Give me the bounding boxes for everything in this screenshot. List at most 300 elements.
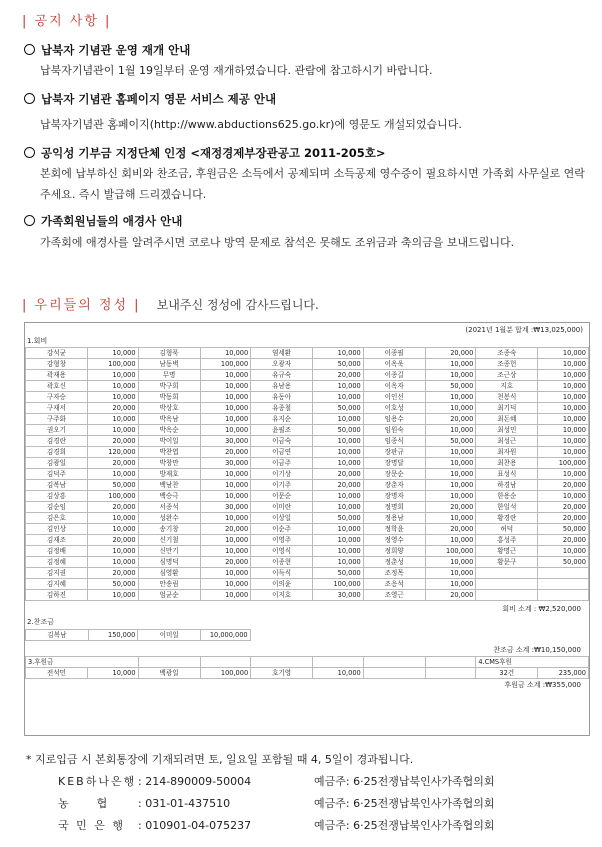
donor-amount: 10,000 xyxy=(425,535,476,546)
donor-name: 허덕 xyxy=(476,524,538,535)
table-row xyxy=(26,414,589,425)
donor-amount: 20,000 xyxy=(425,502,476,513)
donor-name: 신기철 xyxy=(138,535,200,546)
donor-amount: 10,000 xyxy=(313,546,364,557)
notice-title: 공지 사항 xyxy=(34,14,99,29)
donor-amount: 10,000 xyxy=(200,535,251,546)
donor-name: 이미란 xyxy=(251,502,313,513)
donor-name: 이호성 xyxy=(363,403,425,414)
donor-amount: 10,000 xyxy=(87,590,138,601)
donor-name: 박찬엽 xyxy=(138,447,200,458)
donor-name: 이의윤 xyxy=(251,579,313,590)
donor-amount: 10,000 xyxy=(313,524,364,535)
donor-amount: 10,000 xyxy=(538,436,589,447)
donor-amount: 10,000 xyxy=(87,348,138,359)
donor-name: 유규숙 xyxy=(251,370,313,381)
bank-name: 국 민 은 행 xyxy=(58,819,125,832)
donor-name: 강석균 xyxy=(26,348,88,359)
donor-name: 김하진 xyxy=(26,590,88,601)
donor-amount: 10,000 xyxy=(538,403,589,414)
notice-body-3: 본회에 납부하신 회비와 찬조금, 후원금은 소득에서 공제되며 소득공제 영수증이 필요하시면 가족회 사무실로 연락주세요. 즉시 발급해 드리겠습니다. xyxy=(40,167,585,201)
circle-bullet-icon xyxy=(24,44,35,55)
donor-name: 이지호 xyxy=(251,590,313,601)
notice-heading-1: 납북자 기념관 운영 재개 안내 xyxy=(24,42,190,58)
donor-amount: 10,000 xyxy=(313,348,364,359)
donor-amount: 10,000 xyxy=(425,491,476,502)
table-row xyxy=(26,392,589,403)
donor-amount: 10,000 xyxy=(538,546,589,557)
donor-amount: 10,000 xyxy=(425,513,476,524)
donor-name: 황경란 xyxy=(476,513,538,524)
donor-amount: 10,000 xyxy=(313,414,364,425)
donor-amount: 20,000 xyxy=(538,513,589,524)
donor-amount: 30,000 xyxy=(313,590,364,601)
membership-label: 1.회비 xyxy=(27,337,48,345)
donor-amount: 20,000 xyxy=(87,535,138,546)
donor-name: 최찬용 xyxy=(476,458,538,469)
donor-name: 이영주 xyxy=(251,535,313,546)
donor-amount: 30,000 xyxy=(200,458,251,469)
support-donor-name: 전석민 xyxy=(26,668,88,679)
donor-name: 김인상 xyxy=(26,524,88,535)
donor-amount: 10,000 xyxy=(538,447,589,458)
donor-amount: 30,000 xyxy=(200,502,251,513)
donor-amount: 10,000 xyxy=(538,348,589,359)
donor-name: 구주화 xyxy=(26,414,88,425)
donor-amount: 20,000 xyxy=(87,502,138,513)
bank-name: 농 협 xyxy=(58,797,110,810)
donor-name: 이상일 xyxy=(251,513,313,524)
donor-name: 김지혜 xyxy=(26,579,88,590)
donor-name: 심명덕 xyxy=(138,557,200,568)
donor-name: 이종필 xyxy=(363,348,425,359)
donor-name xyxy=(476,579,538,590)
table-row xyxy=(26,359,589,370)
donor-name: 박옥남 xyxy=(138,414,200,425)
donor-name: 구재서 xyxy=(26,403,88,414)
donor-name: 백남찬 xyxy=(138,480,200,491)
donor-name: 김복남 xyxy=(26,480,88,491)
donor-name: 조응석 xyxy=(363,579,425,590)
notice-heading-4: 가족회원님들의 애경사 안내 xyxy=(24,213,182,229)
donor-name: 박옥순 xyxy=(138,425,200,436)
support-subtotal: 후원금 소계 :₩355,000 xyxy=(504,681,581,689)
donor-amount: 20,000 xyxy=(313,370,364,381)
donor-name: 서종석 xyxy=(138,502,200,513)
donor-name: 박구희 xyxy=(138,381,200,392)
donor-amount: 10,000 xyxy=(313,491,364,502)
cms-amount: 235,000 xyxy=(538,668,589,679)
table-row xyxy=(26,458,589,469)
support-donor-amount: 100,000 xyxy=(200,668,251,679)
donor-name: 정용남 xyxy=(363,513,425,524)
donor-name: 김재조 xyxy=(26,535,88,546)
donor-amount: 30,000 xyxy=(200,436,251,447)
donor-amount: 10,000 xyxy=(425,370,476,381)
donor-name: 황명근 xyxy=(476,546,538,557)
table-row xyxy=(26,469,589,480)
donor-amount: 10,000 xyxy=(425,579,476,590)
donor-name: 이옥자 xyxy=(363,381,425,392)
donor-amount: 10,000 xyxy=(87,414,138,425)
donor-name xyxy=(476,590,538,601)
donor-amount: 50,000 xyxy=(313,425,364,436)
donor-amount: 10,000 xyxy=(87,469,138,480)
donor-name: 김정배 xyxy=(26,546,88,557)
donor-amount: 10,000 xyxy=(200,414,251,425)
table-row xyxy=(26,491,589,502)
donor-amount: 20,000 xyxy=(87,403,138,414)
donor-amount: 10,000 xyxy=(313,447,364,458)
donor-name: 김경란 xyxy=(26,436,88,447)
circle-bullet-icon xyxy=(24,93,35,104)
donor-name: 장문순 xyxy=(363,469,425,480)
bank-account: : 031-01-437510 xyxy=(138,797,231,810)
donor-name: 최성근 xyxy=(476,436,538,447)
donor-name: 이득식 xyxy=(251,568,313,579)
donor-amount: 50,000 xyxy=(313,403,364,414)
donor-amount: 10,000 xyxy=(313,535,364,546)
donor-name: 천봉식 xyxy=(476,392,538,403)
donor-name: 유종철 xyxy=(251,403,313,414)
donor-name: 김은호 xyxy=(26,513,88,524)
bank-account: : 010901-04-075237 xyxy=(138,819,252,832)
donor-amount: 10,000 xyxy=(425,480,476,491)
donor-amount: 150,000 xyxy=(88,630,137,641)
donor-name: 한일석 xyxy=(476,502,538,513)
donor-amount: 10,000 xyxy=(313,436,364,447)
donor-amount: 20,000 xyxy=(87,436,138,447)
donor-amount: 10,000 xyxy=(313,502,364,513)
bank-holder: 예금주: 6·25전쟁납북인사가족협의회 xyxy=(314,775,495,788)
notice-body-2: 납북자기념관 홈페이지(http://www.abductions625.go.kr)에 영문도 개설되었습니다. xyxy=(40,118,462,131)
donor-name: 윤필조 xyxy=(251,425,313,436)
cms-count: 32건 xyxy=(476,668,538,679)
donor-amount: 10,000 xyxy=(87,513,138,524)
donor-amount: 10,000 xyxy=(200,590,251,601)
donor-amount: 20,000 xyxy=(200,447,251,458)
circle-bullet-icon xyxy=(24,215,35,226)
donor-name: 정희양 xyxy=(363,546,425,557)
donor-amount: 10,000 xyxy=(87,370,138,381)
donor-name: 정춘성 xyxy=(363,557,425,568)
donor-amount: 10,000 xyxy=(538,381,589,392)
donor-amount: 10,000 xyxy=(313,381,364,392)
support-donor-amount: 10,000 xyxy=(87,668,138,679)
notice-heading-3: 공익성 기부금 지정단체 인정 <재정경제부장관공고 2011-205호> xyxy=(24,145,385,161)
giro-note: * 지로입금 시 본회통장에 기재되려면 토, 일요일 포함될 때 4, 5일이 경과됩니다. xyxy=(26,753,414,766)
donor-name: 이기상 xyxy=(251,469,313,480)
bank-row xyxy=(58,795,494,811)
donor-amount: 20,000 xyxy=(200,524,251,535)
table-row xyxy=(26,403,589,414)
donor-name: 김형묵 xyxy=(138,348,200,359)
donor-amount: 10,000 xyxy=(538,392,589,403)
circle-bullet-icon xyxy=(24,147,35,158)
donor-amount: 10,000 xyxy=(87,557,138,568)
sponsorship-table xyxy=(25,629,251,641)
donor-amount: 10,000 xyxy=(538,359,589,370)
donor-amount: 10,000 xyxy=(425,425,476,436)
donor-name: 김광일 xyxy=(26,458,88,469)
donor-name: 이문순 xyxy=(251,491,313,502)
membership-subtotal: 회비 소계 : ₩2,520,000 xyxy=(502,605,581,613)
donor-amount: 10,000 xyxy=(200,579,251,590)
donor-name: 임원숙 xyxy=(363,425,425,436)
support-table xyxy=(25,656,589,679)
donor-name: 김덕주 xyxy=(26,469,88,480)
table-row xyxy=(26,348,589,359)
donor-amount: 120,000 xyxy=(87,447,138,458)
donor-amount: 10,000 xyxy=(200,370,251,381)
table-row xyxy=(26,590,589,601)
donor-amount: 20,000 xyxy=(538,480,589,491)
donor-amount: 20,000 xyxy=(425,348,476,359)
donor-name: 이금연 xyxy=(251,447,313,458)
donor-amount: 20,000 xyxy=(425,414,476,425)
donor-amount: 10,000 xyxy=(538,370,589,381)
donations-section-title: | 우리들의 정성 | 보내주신 정성에 감사드립니다. xyxy=(22,298,319,313)
donor-name: 한용순 xyxy=(476,491,538,502)
donor-amount: 100,000 xyxy=(425,546,476,557)
donor-amount: 10,000 xyxy=(425,392,476,403)
bank-holder: 예금주: 6·25전쟁납북인사가족협의회 xyxy=(314,797,495,810)
table-row xyxy=(26,513,589,524)
donor-name: 김정혜 xyxy=(26,557,88,568)
ledger-total: (2021년 1월분 합계 :₩13,025,000) xyxy=(465,326,583,334)
table-row xyxy=(26,370,589,381)
donor-amount: 100,000 xyxy=(313,579,364,590)
donor-name: 정학윤 xyxy=(363,524,425,535)
donor-name: 최기덕 xyxy=(476,403,538,414)
notice-body-1: 납북자기념관이 1월 19일부터 운영 재개하였습니다. 관람에 참고하시기 바랍니다. xyxy=(40,64,433,77)
sponsorship-label: 2.찬조금 xyxy=(27,618,54,626)
donor-amount: 10,000 xyxy=(87,546,138,557)
donor-name: 박동희 xyxy=(138,392,200,403)
donor-amount: 10,000 xyxy=(425,469,476,480)
donor-amount: 10,000 xyxy=(313,557,364,568)
donor-amount: 100,000 xyxy=(538,458,589,469)
donor-amount: 10,000 xyxy=(200,513,251,524)
donor-amount: 10,000,000 xyxy=(201,630,250,641)
bank-row xyxy=(58,773,494,789)
donor-amount: 20,000 xyxy=(425,590,476,601)
donor-amount xyxy=(538,590,589,601)
donor-amount: 10,000 xyxy=(200,425,251,436)
donor-name: 정명희 xyxy=(363,502,425,513)
donor-amount: 10,000 xyxy=(200,546,251,557)
donor-name: 엄균순 xyxy=(138,590,200,601)
donor-name: 이금숙 xyxy=(251,436,313,447)
bank-row xyxy=(58,817,494,833)
donor-amount: 10,000 xyxy=(200,568,251,579)
donation-ledger xyxy=(24,322,590,736)
donor-name: 조종헌 xyxy=(476,359,538,370)
donations-title: 우리들의 정성 xyxy=(34,298,129,313)
donor-amount: 10,000 xyxy=(538,469,589,480)
donor-amount: 20,000 xyxy=(87,568,138,579)
table-row xyxy=(26,447,589,458)
donor-amount: 10,000 xyxy=(425,557,476,568)
donor-amount xyxy=(538,568,589,579)
donor-name: 무명 xyxy=(138,370,200,381)
donor-amount: 10,000 xyxy=(425,447,476,458)
donor-amount: 100,000 xyxy=(200,359,251,370)
membership-table xyxy=(25,347,589,601)
table-row xyxy=(26,524,589,535)
donor-name: 최돈혜 xyxy=(476,414,538,425)
donor-amount: 10,000 xyxy=(538,414,589,425)
donor-amount: 10,000 xyxy=(425,568,476,579)
donor-amount: 20,000 xyxy=(425,524,476,535)
donor-name: 조종숙 xyxy=(476,348,538,359)
donor-name: 임용수 xyxy=(363,414,425,425)
notice-section-title: | 공지 사항 | xyxy=(22,14,112,29)
donor-name: 정영수 xyxy=(363,535,425,546)
donor-name: 김상흥 xyxy=(26,491,88,502)
bank-holder: 예금주: 6·25전쟁납북인사가족협의회 xyxy=(314,819,495,832)
donor-name: 유지순 xyxy=(251,414,313,425)
table-row xyxy=(26,502,589,513)
donor-amount: 20,000 xyxy=(200,557,251,568)
donor-amount: 20,000 xyxy=(538,502,589,513)
donor-name xyxy=(476,568,538,579)
donor-name: 신만기 xyxy=(138,546,200,557)
donor-name: 김경희 xyxy=(26,447,88,458)
donor-name: 조정목 xyxy=(363,568,425,579)
donor-name: 염세환 xyxy=(251,348,313,359)
table-row xyxy=(26,568,589,579)
donor-amount: 100,000 xyxy=(87,491,138,502)
donor-name: 김순임 xyxy=(26,502,88,513)
donor-amount: 10,000 xyxy=(200,381,251,392)
donor-name: 이순주 xyxy=(251,524,313,535)
donor-amount: 10,000 xyxy=(313,458,364,469)
support-label: 3.후원금 xyxy=(26,657,139,668)
donor-name: 곽호신 xyxy=(26,381,88,392)
table-row xyxy=(26,480,589,491)
donor-amount: 50,000 xyxy=(425,436,476,447)
table-row xyxy=(26,436,589,447)
sponsorship-subtotal: 찬조금 소계 :₩10,150,000 xyxy=(493,646,581,654)
donor-name: 유남용 xyxy=(251,381,313,392)
donor-name: 최성민 xyxy=(476,425,538,436)
support-donor-name: 백광일 xyxy=(138,668,200,679)
donor-name: 유동아 xyxy=(251,392,313,403)
donor-name: 백승극 xyxy=(138,491,200,502)
donor-name: 권오기 xyxy=(26,425,88,436)
table-row xyxy=(26,557,589,568)
donor-name: 김복남 xyxy=(26,630,89,641)
table-row xyxy=(26,579,589,590)
donor-amount: 10,000 xyxy=(313,392,364,403)
donor-amount: 10,000 xyxy=(200,480,251,491)
donor-amount: 50,000 xyxy=(313,568,364,579)
donor-name: 황문구 xyxy=(476,557,538,568)
donor-amount: 10,000 xyxy=(425,458,476,469)
donor-amount: 10,000 xyxy=(200,469,251,480)
donor-amount: 10,000 xyxy=(425,359,476,370)
donor-amount: 10,000 xyxy=(87,524,138,535)
donor-name: 표성식 xyxy=(476,469,538,480)
donor-name: 조영근 xyxy=(363,590,425,601)
donor-name: 이영식 xyxy=(251,546,313,557)
donor-name: 장판규 xyxy=(363,447,425,458)
donor-name: 박창만 xyxy=(138,458,200,469)
donor-name: 곽재용 xyxy=(26,370,88,381)
support-donor-name: 호기영 xyxy=(251,668,313,679)
donor-name: 이인선 xyxy=(363,392,425,403)
notice-body-4: 가족회에 애경사를 알려주시면 코로나 방역 문제로 참석은 못해도 조위금과 축의금을 보내드립니다. xyxy=(40,236,515,249)
bank-account: : 214-890009-50004 xyxy=(138,775,252,788)
table-row xyxy=(26,546,589,557)
donor-name: 장명자 xyxy=(363,491,425,502)
donor-name: 임종식 xyxy=(363,436,425,447)
donor-amount: 20,000 xyxy=(538,535,589,546)
donor-amount: 10,000 xyxy=(538,491,589,502)
table-row xyxy=(26,425,589,436)
cms-label: 4.CMS후원 xyxy=(476,657,589,668)
donor-name: 송기창 xyxy=(138,524,200,535)
donor-name: 박이일 xyxy=(138,436,200,447)
support-donor-amount: 10,000 xyxy=(313,668,364,679)
donor-name: 김지권 xyxy=(26,568,88,579)
notice-heading-2: 납북자 기념관 홈페이지 영문 서비스 제공 안내 xyxy=(24,91,276,107)
donor-amount xyxy=(538,579,589,590)
donor-name: 방재호 xyxy=(138,469,200,480)
donor-amount: 50,000 xyxy=(538,524,589,535)
donor-name: 안송림 xyxy=(138,579,200,590)
donor-name: 심영환 xyxy=(138,568,200,579)
donor-name: 오광자 xyxy=(251,359,313,370)
donor-amount: 50,000 xyxy=(313,513,364,524)
donor-amount: 50,000 xyxy=(87,579,138,590)
donor-amount: 10,000 xyxy=(200,348,251,359)
table-row xyxy=(26,381,589,392)
donor-amount: 10,000 xyxy=(200,403,251,414)
donor-amount: 10,000 xyxy=(87,381,138,392)
donor-amount: 20,000 xyxy=(87,458,138,469)
donor-name: 강형창 xyxy=(26,359,88,370)
donor-amount: 50,000 xyxy=(538,557,589,568)
donor-amount: 50,000 xyxy=(313,359,364,370)
table-row xyxy=(26,630,251,641)
donor-name: 구자승 xyxy=(26,392,88,403)
donor-name: 박상호 xyxy=(138,403,200,414)
donor-amount: 50,000 xyxy=(425,381,476,392)
donor-name: 이금주 xyxy=(251,458,313,469)
donor-name: 성완수 xyxy=(138,513,200,524)
donor-amount: 10,000 xyxy=(425,403,476,414)
donor-amount: 100,000 xyxy=(87,359,138,370)
donor-amount: 20,000 xyxy=(313,480,364,491)
donor-name: 이종현 xyxy=(251,557,313,568)
donor-name: 남동벽 xyxy=(138,359,200,370)
donor-name: 이옥욱 xyxy=(363,359,425,370)
donor-name: 이기주 xyxy=(251,480,313,491)
donor-name: 이종길 xyxy=(363,370,425,381)
donor-name: 하경남 xyxy=(476,480,538,491)
donor-name: 장춘자 xyxy=(363,480,425,491)
donor-name: 조근상 xyxy=(476,370,538,381)
donor-amount: 10,000 xyxy=(87,392,138,403)
table-row xyxy=(26,535,589,546)
donor-amount: 10,000 xyxy=(200,392,251,403)
donor-amount: 20,000 xyxy=(313,469,364,480)
donor-amount: 10,000 xyxy=(200,491,251,502)
donor-name: 홍성주 xyxy=(476,535,538,546)
donor-name: 장명달 xyxy=(363,458,425,469)
